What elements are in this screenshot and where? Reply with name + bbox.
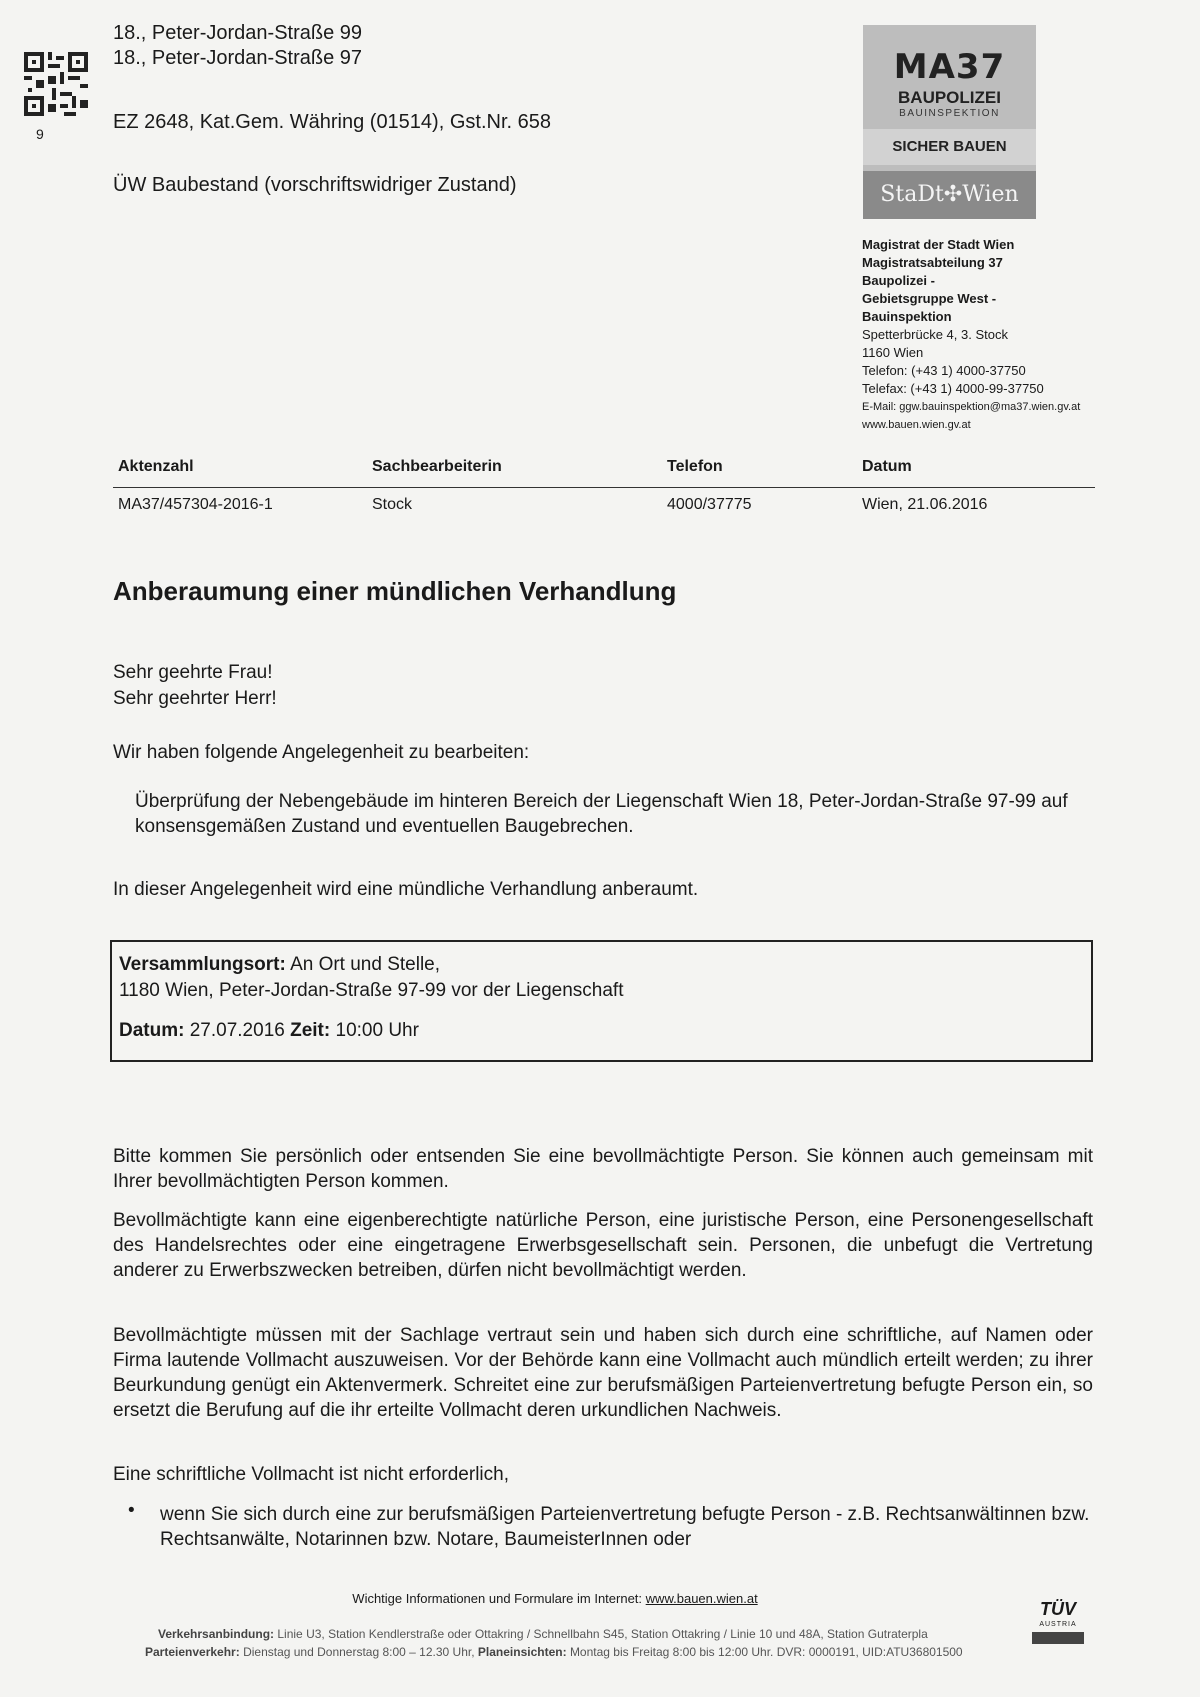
ref-value-telefon: 4000/37775 <box>667 496 752 513</box>
paragraph-representatives: Bevollmächtigte kann eine eigenberechtigte natürliche Person, eine juristische Person, eine Personengesellschaft des Handelsrechtes oder eine eingetragene Erwerbsgesellschaft sein. Personen, die unbefugt die Vertretung anderer zu Erwerbszwecken betreiben, dürfen nicht bevollmächtigt werden. <box>113 1210 1093 1281</box>
logo-sicher-bauen: SICHER BAUEN <box>863 129 1036 165</box>
authority-street: Spetterbrücke 4, 3. Stock <box>862 327 1008 342</box>
tuv-sublabel: AUSTRIA <box>1039 1621 1077 1628</box>
authority-line-5: Bauinspektion <box>862 309 952 324</box>
authority-block <box>862 236 1080 434</box>
letter-title: Anberaumung einer mündlichen Verhandlung <box>113 576 677 606</box>
authority-line-1: Magistrat der Stadt Wien <box>862 237 1015 252</box>
footer-plan-text: Montag bis Freitag 8:00 bis 12:00 Uhr. DVR: 0000191, UID:ATU36801500 <box>569 1645 963 1659</box>
authority-web: www.bauen.wien.gv.at <box>862 419 971 431</box>
footer-info-text: Wichtige Informationen und Formulare im Internet: <box>352 1591 643 1606</box>
ref-value-aktenzahl: MA37/457304-2016-1 <box>118 496 273 513</box>
greeting-2: Sehr geehrter Herr! <box>113 688 277 709</box>
meeting-box <box>110 940 1093 1062</box>
meeting-date-value: 27.07.2016 <box>189 1020 285 1041</box>
ma37-logo <box>863 25 1036 219</box>
paragraph-no-written-proxy: Eine schriftliche Vollmacht ist nicht erforderlich, <box>113 1464 509 1485</box>
meeting-time-value: 10:00 Uhr <box>335 1020 419 1041</box>
footer-hours <box>145 1645 963 1659</box>
ref-header-aktenzahl: Aktenzahl <box>118 458 194 475</box>
logo-bauinspektion: BAUINSPEKTION <box>899 108 1000 119</box>
announce-text: In dieser Angelegenheit wird eine mündliche Verhandlung anberaumt. <box>113 879 699 900</box>
ref-value-sachbearbeiterin: Stock <box>372 496 413 513</box>
greeting-1: Sehr geehrte Frau! <box>113 662 273 683</box>
footer-traffic-label: Verkehrsanbindung: <box>158 1627 275 1641</box>
authority-line-3: Baupolizei - <box>862 273 935 288</box>
matter-text: Überprüfung der Nebengebäude im hinteren Bereich der Liegenschaft Wien 18, Peter-Jordan-Straße 97-99 auf konsensgemäßen Zustand und eventuellen Baugebrechen. <box>135 791 1068 837</box>
authority-phone: Telefon: (+43 1) 4000-37750 <box>862 363 1026 378</box>
address-line-2: 18., Peter-Jordan-Straße 97 <box>113 47 363 69</box>
bullet-icon: • <box>128 1500 135 1521</box>
address-line-1: 18., Peter-Jordan-Straße 99 <box>113 22 363 44</box>
footer-hours-label: Parteienverkehr: <box>145 1645 240 1659</box>
ref-header-telefon: Telefon <box>667 458 723 475</box>
paragraph-attendance: Bitte kommen Sie persönlich oder entsenden Sie eine bevollmächtigte Person. Sie können auch gemeinsam mit Ihrer bevollmächtigten Person kommen. <box>113 1146 1093 1192</box>
footer-traffic-text: Linie U3, Station Kendlerstraße oder Ottakring / Schnellbahn S45, Station Ottakring / Linie 10 und 48A, Station Gutraterpla <box>277 1627 928 1641</box>
logo-ma37: MA37 <box>893 47 1006 87</box>
reference-divider <box>113 487 1095 488</box>
tuv-label: TÜV <box>1040 1599 1076 1619</box>
paragraph-power-of-attorney: Bevollmächtigte müssen mit der Sachlage vertraut sein und haben sich durch eine schriftliche, auf Namen oder Firma lautende Vollmacht auszuweisen. Vor der Behörde kann eine Vollmacht auch mündlich erteilt werden; zu ihrer Beurkundung genügt ein Aktenvermerk. Schreitet eine zur berufsmäßigen Parteienvertretung befugte Person ein, so ersetzt die Berufung auf die ihr erteilte Vollmacht deren urkundlichen Nachweis. <box>113 1325 1093 1421</box>
ref-header-sachbearbeiterin: Sachbearbeiterin <box>372 458 502 475</box>
bullet-text: wenn Sie sich durch eine zur berufsmäßigen Parteienvertretung befugte Person - z.B. Rechtsanwältinnen bzw. Rechtsanwälte, Notarinnen bzw. Notare, BaumeisterInnen oder <box>160 1504 1090 1550</box>
tuv-austria-logo <box>1030 1597 1086 1649</box>
footer-plan-label: Planeinsichten: <box>477 1645 567 1659</box>
meeting-address: 1180 Wien, Peter-Jordan-Straße 97-99 vor der Liegenschaft <box>119 980 624 1001</box>
page-number: 9 <box>36 126 44 142</box>
authority-line-4: Gebietsgruppe West - <box>862 291 997 306</box>
parcel-info: EZ 2648, Kat.Gem. Währing (01514), Gst.Nr. 658 <box>113 111 551 133</box>
logo-stadt-wien: StaDt✣Wien <box>863 171 1036 219</box>
meeting-place-value: An Ort und Stelle, <box>290 954 441 975</box>
meeting-place-label: Versammlungsort: <box>119 954 286 975</box>
qr-code-icon <box>24 52 88 116</box>
footer-traffic <box>158 1627 928 1641</box>
meeting-time-label: Zeit: <box>290 1020 331 1041</box>
intro-text: Wir haben folgende Angelegenheit zu bearbeiten: <box>113 742 530 763</box>
meeting-date-label: Datum: <box>119 1020 185 1041</box>
authority-line-2: Magistratsabteilung 37 <box>862 255 1003 270</box>
ref-header-datum: Datum <box>862 458 912 475</box>
logo-baupolizei: BAUPOLIZEI <box>898 88 1001 107</box>
footer-hours-text: Dienstag und Donnerstag 8:00 – 12.30 Uhr, <box>243 1645 475 1659</box>
meeting-place-line <box>119 954 440 976</box>
subject-line: ÜW Baubestand (vorschriftswidriger Zustand) <box>113 174 517 196</box>
authority-fax: Telefax: (+43 1) 4000-99-37750 <box>862 381 1044 396</box>
meeting-datetime-line <box>119 1020 419 1042</box>
tuv-bar <box>1032 1632 1084 1644</box>
authority-email: E-Mail: ggw.bauinspektion@ma37.wien.gv.at <box>862 401 1081 413</box>
footer-info <box>0 1591 1110 1606</box>
footer-link[interactable]: www.bauen.wien.at <box>645 1591 758 1606</box>
authority-city: 1160 Wien <box>862 345 924 360</box>
ref-value-datum: Wien, 21.06.2016 <box>862 496 988 513</box>
